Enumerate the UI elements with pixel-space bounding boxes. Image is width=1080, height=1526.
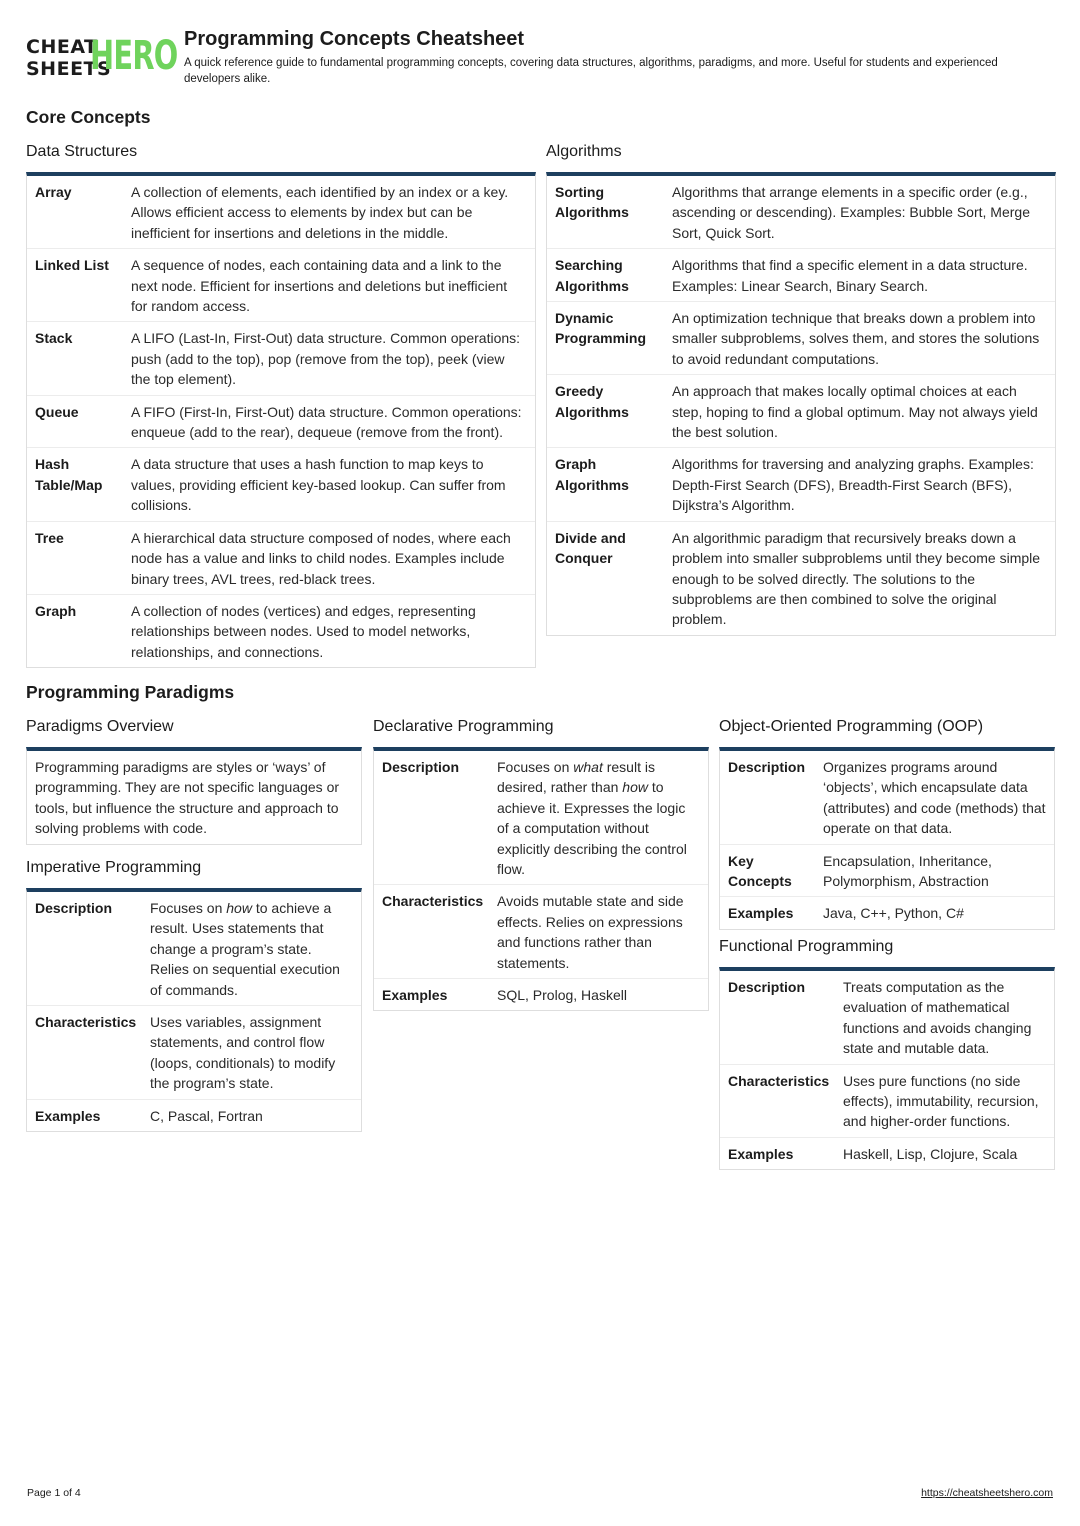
row-term: Description [382, 759, 460, 775]
table-row [547, 176, 1055, 249]
site-link[interactable]: https://cheatsheetshero.com [921, 1487, 1053, 1499]
logo-word-cheat: CHEAT [26, 36, 98, 58]
row-term: Hash Table/Map [35, 456, 103, 493]
table-row [27, 892, 361, 1006]
section-heading-programming-paradigms: Programming Paradigms [26, 682, 235, 702]
row-description: Organizes programs around ‘objects’, which encapsulate data (attributes) and code (methods) that operate on that data. [823, 759, 1046, 837]
card-title-functional-programming: Functional Programming [719, 938, 894, 955]
row-description: Algorithms that arrange elements in a specific order (e.g., ascending or descending). Examples: Bubble Sort, Merge Sort, Quick Sort. [672, 184, 1030, 241]
table-row [27, 1100, 361, 1131]
row-description: An optimization technique that breaks down a problem into smaller subproblems, solves them, and stores the solutions to avoid redundant computations. [672, 310, 1040, 367]
row-description: Haskell, Lisp, Clojure, Scala [843, 1145, 1018, 1162]
row-term: Array [35, 184, 72, 200]
section-heading-core-concepts: Core Concepts [26, 107, 151, 127]
desc-text: Focuses on [497, 759, 574, 775]
row-term: Key Concepts [728, 852, 792, 890]
table-row [547, 302, 1055, 375]
table-row [720, 751, 1054, 845]
imperative-programming-card [26, 888, 362, 1132]
table-row [27, 396, 535, 449]
row-description: Java, C++, Python, C# [823, 905, 964, 922]
row-description: An algorithmic paradigm that recursively breaks down a problem into smaller subproblems until they become simple enough to be solved directly. The solutions to the subproblems are then combined to solve the original problem. [672, 529, 1041, 628]
desc-text: result is desired, rather than [497, 759, 655, 796]
paradigms-overview-text: Programming paradigms are styles or ‘ways’ of programming. They are not specific languages or tools, but influence the structure and approach to solving problems with code. [35, 759, 340, 837]
row-term: Description [728, 979, 806, 995]
table-row [720, 1138, 1054, 1169]
row-description: A collection of elements, each identified by an index or a key. Allows efficient access to elements by index but can be inefficient for insertions and deletions in the middle. [131, 184, 509, 241]
table-row [720, 845, 1054, 898]
cheatsheetshero-logo[interactable] [26, 33, 178, 80]
row-description: A FIFO (First-In, First-Out) data structure. Common operations: enqueue (add to the rear), dequeue (remove from the front). [131, 403, 522, 441]
row-description: SQL, Prolog, Haskell [497, 987, 627, 1004]
page-subtitle: A quick reference guide to fundamental programming concepts, covering data structures, algorithms, paradigms, and more. Useful for students and experienced developers alike. [184, 57, 998, 85]
card-title-algorithms: Algorithms [546, 143, 622, 160]
row-term: Greedy Algorithms [555, 383, 629, 420]
row-term: Examples [728, 1145, 794, 1162]
card-title-data-structures: Data Structures [26, 143, 138, 160]
row-description: Algorithms for traversing and analyzing graphs. Examples: Depth-First Search (DFS), Breadth-First Search (BFS), Dijkstra’s Algorithm. [672, 456, 1034, 514]
row-term: Characteristics [35, 1014, 137, 1031]
table-row [547, 375, 1055, 448]
table-row [27, 322, 535, 395]
table-row [27, 1006, 361, 1100]
row-description: A collection of nodes (vertices) and edges, representing relationships between nodes. Used to model networks, relationships, and connections. [131, 602, 476, 660]
row-term: Dynamic Programming [555, 310, 647, 347]
table-row [27, 595, 535, 667]
table-row [27, 249, 535, 322]
row-term: Linked List [35, 257, 109, 274]
card-title-paradigms-overview: Paradigms Overview [26, 718, 174, 735]
desc-text: Focuses on [150, 900, 227, 916]
table-row [374, 751, 708, 885]
row-term: Sorting Algorithms [555, 184, 629, 221]
row-term: Description [728, 759, 806, 775]
card-title-imperative-programming: Imperative Programming [26, 859, 202, 876]
table-row [374, 979, 708, 1010]
logo-word-sheets: SHEETS [26, 58, 112, 80]
row-term: Characteristics [728, 1072, 830, 1089]
table-row [720, 971, 1054, 1065]
page-header [26, 30, 1056, 90]
functional-programming-card [719, 967, 1055, 1170]
row-term: Stack [35, 330, 73, 347]
table-row [27, 176, 535, 249]
row-term: Tree [35, 529, 64, 546]
table-row [27, 448, 535, 521]
oop-card [719, 747, 1055, 930]
row-term: Searching Algorithms [555, 257, 629, 294]
desc-text: to achieve a result. Uses statements that change a program’s state. Relies on sequential execution of commands. [150, 900, 340, 998]
table-row [27, 522, 535, 595]
row-description: An approach that makes locally optimal choices at each step, hoping to find a global optimum. May not always yield the best solution. [672, 383, 1038, 441]
table-row [720, 1065, 1054, 1138]
table-row [547, 522, 1055, 635]
table-row [720, 897, 1054, 928]
row-description: C, Pascal, Fortran [150, 1107, 263, 1124]
row-description: Uses pure functions (no side effects), immutability, recursion, and higher-order functions. [843, 1072, 1039, 1130]
desc-emphasis: how [226, 900, 252, 916]
algorithms-card [546, 172, 1056, 636]
page-title: Programming Concepts Cheatsheet [184, 28, 525, 50]
row-description: Encapsulation, Inheritance, Polymorphism, Abstraction [823, 852, 992, 890]
row-description: A data structure that uses a hash function to map keys to values, providing efficient key-based lookup. Can suffer from collisions. [131, 456, 506, 514]
row-term: Description [35, 900, 113, 916]
row-term: Examples [728, 905, 794, 922]
row-description: A LIFO (Last-In, First-Out) data structure. Common operations: push (add to the top), pop (remove from the top), peek (view the top element). [131, 330, 521, 388]
desc-emphasis: what [573, 759, 603, 775]
page-number: Page 1 of 4 [27, 1487, 81, 1499]
row-term: Divide and Conquer [555, 529, 626, 567]
row-term: Examples [382, 987, 448, 1004]
row-term: Characteristics [382, 893, 484, 910]
declarative-programming-card [373, 747, 709, 1011]
table-row [547, 249, 1055, 302]
row-description: A sequence of nodes, each containing data and a link to the next node. Efficient for insertions and deletions but inefficient for random access. [131, 257, 508, 315]
row-description [150, 898, 353, 1000]
row-term: Graph Algorithms [555, 456, 629, 493]
table-row [374, 885, 708, 979]
card-title-oop: Object-Oriented Programming (OOP) [719, 718, 984, 735]
row-term: Examples [35, 1107, 101, 1124]
desc-emphasis: how [622, 779, 648, 796]
row-description: Avoids mutable state and side effects. Relies on expressions and functions rather than statements. [497, 893, 684, 971]
desc-text: to achieve it. Expresses the logic of a computation without explicitly describing the control flow. [497, 779, 687, 878]
row-description: Algorithms that find a specific element in a data structure. Examples: Linear Search, Binary Search. [672, 257, 1028, 294]
row-term: Graph [35, 602, 77, 619]
logo-word-hero: HERO [90, 33, 178, 79]
table-row [547, 448, 1055, 521]
data-structures-card [26, 172, 536, 668]
row-description: Treats computation as the evaluation of mathematical functions and avoids changing state and mutable data. [843, 979, 1032, 1057]
row-description: A hierarchical data structure composed of nodes, where each node has a value and links to child nodes. Examples include binary trees, AVL trees, red-black trees. [131, 529, 511, 587]
row-description [497, 757, 700, 879]
card-title-declarative-programming: Declarative Programming [373, 718, 554, 735]
row-description: Uses variables, assignment statements, and control flow (loops, conditionals) to modify the program’s state. [150, 1014, 336, 1092]
row-term: Queue [35, 403, 79, 420]
paradigms-overview-card [26, 747, 362, 845]
